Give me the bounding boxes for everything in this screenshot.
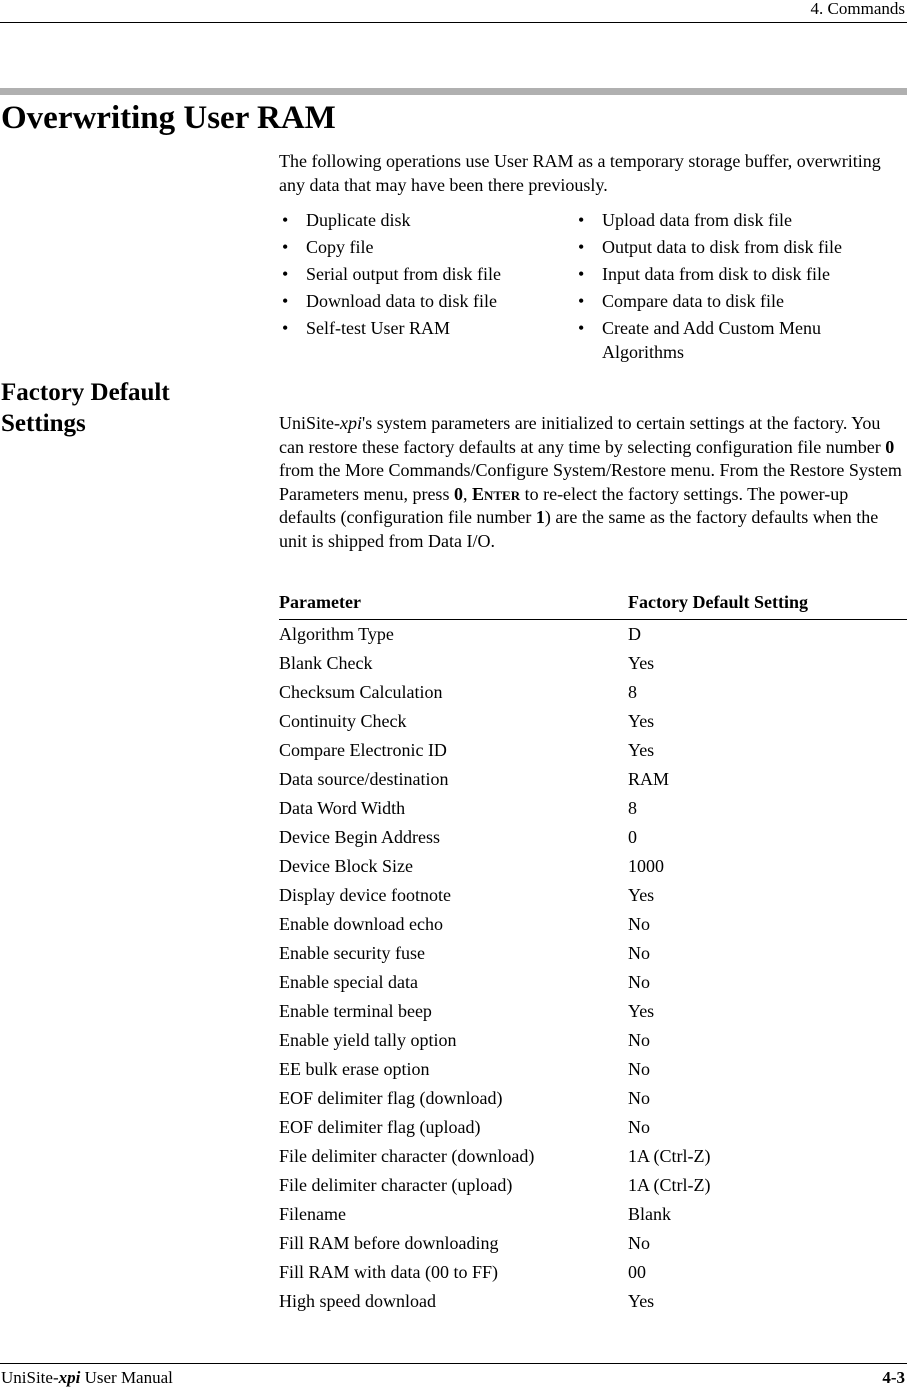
bullet-icon: • bbox=[282, 291, 289, 311]
parameter-name: EOF delimiter flag (download) bbox=[279, 1088, 503, 1108]
list-item-label: Serial output from disk file bbox=[306, 264, 501, 284]
list-item-label: Input data from disk to disk file bbox=[602, 264, 830, 284]
subsection-title: Factory Default Settings bbox=[1, 379, 170, 437]
column-header: Factory Default Setting bbox=[628, 592, 808, 612]
table-row bbox=[279, 1175, 907, 1204]
default-value: 1A (Ctrl-Z) bbox=[628, 1146, 711, 1166]
text: to re-elect the factory settings. The power-up defaults (configuration file number bbox=[279, 483, 849, 528]
parameter-name: High speed download bbox=[279, 1291, 436, 1311]
text: xpi bbox=[340, 413, 362, 433]
default-value: No bbox=[628, 972, 650, 992]
table-row bbox=[279, 914, 907, 943]
table-row bbox=[279, 769, 907, 798]
parameter-name: Continuity Check bbox=[279, 711, 407, 731]
default-value: Yes bbox=[628, 740, 655, 760]
parameter-name: Device Block Size bbox=[279, 856, 413, 876]
list-item-label: Self-test User RAM bbox=[306, 318, 450, 338]
parameter-name: Filename bbox=[279, 1204, 346, 1224]
list-item-label: Download data to disk file bbox=[306, 291, 497, 311]
default-value: Blank bbox=[628, 1204, 671, 1224]
text: xpi bbox=[58, 1368, 81, 1387]
text: from the More Commands/Configure System/Restore menu. From the Restore System Parameters menu, press bbox=[279, 460, 902, 504]
table-rule bbox=[279, 619, 907, 620]
bullet-icon: • bbox=[578, 210, 585, 230]
table-row bbox=[279, 1291, 907, 1320]
table-row bbox=[279, 711, 907, 740]
table-row bbox=[279, 1001, 907, 1030]
table-row bbox=[279, 1262, 907, 1291]
text: 0 bbox=[885, 436, 895, 457]
list-item-label: Copy file bbox=[306, 237, 374, 257]
parameter-name: Enable security fuse bbox=[279, 943, 425, 963]
default-value: No bbox=[628, 1233, 650, 1253]
table-row bbox=[279, 1146, 907, 1175]
parameter-name: Enable terminal beep bbox=[279, 1001, 432, 1021]
parameter-name: Data Word Width bbox=[279, 798, 406, 818]
default-value: No bbox=[628, 1059, 650, 1079]
parameter-name: Enable special data bbox=[279, 972, 418, 992]
default-value: RAM bbox=[628, 769, 670, 789]
bullet-icon: • bbox=[282, 210, 289, 230]
footer-rule bbox=[0, 1363, 907, 1364]
footer-title bbox=[1, 1368, 173, 1388]
parameter-name: File delimiter character (download) bbox=[279, 1146, 535, 1166]
list-item-label: Upload data from disk file bbox=[602, 210, 792, 230]
parameter-name: Enable yield tally option bbox=[279, 1030, 457, 1050]
list-item-label: Output data to disk from disk file bbox=[602, 237, 842, 257]
text: , bbox=[462, 483, 472, 504]
text: 's system parameters are initialized to certain settings at the factory. You can restore these factory defaults at any time by selecting configuration file number bbox=[279, 413, 886, 457]
table-row bbox=[279, 682, 907, 711]
list-item-label: Create and Add Custom Menu Algorithms bbox=[602, 318, 821, 362]
section-bar bbox=[0, 88, 907, 95]
bullet-icon: • bbox=[282, 318, 289, 338]
table-row bbox=[279, 740, 907, 769]
table-row bbox=[279, 972, 907, 1001]
table-row bbox=[279, 1204, 907, 1233]
list-item-label: Compare data to disk file bbox=[602, 291, 784, 311]
default-value: Yes bbox=[628, 711, 655, 731]
table-row bbox=[279, 1117, 907, 1146]
key-name: Enter bbox=[471, 483, 521, 504]
page-number: 4-3 bbox=[882, 1368, 905, 1387]
table-row bbox=[279, 798, 907, 827]
parameter-name: Fill RAM with data (00 to FF) bbox=[279, 1262, 499, 1282]
default-value: 0 bbox=[628, 827, 637, 847]
default-value: No bbox=[628, 914, 650, 934]
default-value: No bbox=[628, 1117, 650, 1137]
bullet-icon: • bbox=[578, 291, 585, 311]
text: ) are the same as the factory defaults when the unit is shipped from Data I/O. bbox=[279, 507, 879, 551]
parameter-name: Checksum Calculation bbox=[279, 682, 443, 702]
default-value: Yes bbox=[628, 653, 655, 673]
table-row bbox=[279, 1059, 907, 1088]
running-header: 4. Commands bbox=[810, 0, 905, 18]
parameter-name: Fill RAM before downloading bbox=[279, 1233, 499, 1253]
factory-paragraph bbox=[279, 412, 907, 554]
table-row bbox=[279, 1233, 907, 1262]
bullet-icon: • bbox=[578, 237, 585, 257]
default-value: 1000 bbox=[628, 856, 664, 876]
parameter-name: Compare Electronic ID bbox=[279, 740, 447, 760]
text: 1 bbox=[535, 507, 545, 528]
table-row bbox=[279, 1088, 907, 1117]
bullet-icon: • bbox=[578, 318, 585, 338]
parameter-name: Algorithm Type bbox=[279, 624, 394, 644]
table-row bbox=[279, 943, 907, 972]
default-value: Yes bbox=[628, 885, 655, 905]
parameter-name: Data source/destination bbox=[279, 769, 449, 789]
table-row bbox=[279, 856, 907, 885]
parameter-name: EOF delimiter flag (upload) bbox=[279, 1117, 481, 1137]
parameter-name: Enable download echo bbox=[279, 914, 443, 934]
default-value: No bbox=[628, 943, 650, 963]
parameter-name: EE bulk erase option bbox=[279, 1059, 430, 1079]
default-value: 1A (Ctrl-Z) bbox=[628, 1175, 711, 1195]
bullet-icon: • bbox=[282, 237, 289, 257]
parameter-name: Device Begin Address bbox=[279, 827, 440, 847]
list-item-label: Duplicate disk bbox=[306, 210, 411, 230]
text: 0 bbox=[453, 483, 463, 504]
intro-text: The following operations use User RAM as a temporary storage buffer, overwriting any data that may have been there previously. bbox=[279, 151, 881, 195]
default-value: 00 bbox=[628, 1262, 646, 1282]
table-row bbox=[279, 827, 907, 856]
default-value: 8 bbox=[628, 682, 637, 702]
parameter-name: Display device footnote bbox=[279, 885, 451, 905]
default-value: 8 bbox=[628, 798, 637, 818]
parameter-name: Blank Check bbox=[279, 653, 373, 673]
default-value: Yes bbox=[628, 1291, 655, 1311]
bullet-icon: • bbox=[578, 264, 585, 284]
section-title: Overwriting User RAM bbox=[1, 100, 336, 136]
default-value: No bbox=[628, 1030, 650, 1050]
text: User Manual bbox=[80, 1368, 173, 1387]
default-value: Yes bbox=[628, 1001, 655, 1021]
parameter-name: File delimiter character (upload) bbox=[279, 1175, 513, 1195]
header-rule bbox=[0, 22, 907, 23]
text: UniSite- bbox=[279, 413, 340, 433]
default-value: No bbox=[628, 1088, 650, 1108]
text: UniSite- bbox=[1, 1368, 59, 1387]
table-row bbox=[279, 1030, 907, 1059]
table-row bbox=[279, 624, 907, 653]
table-row bbox=[279, 885, 907, 914]
bullet-icon: • bbox=[282, 264, 289, 284]
table-row bbox=[279, 653, 907, 682]
default-value: D bbox=[628, 624, 641, 644]
column-header: Parameter bbox=[279, 592, 361, 612]
